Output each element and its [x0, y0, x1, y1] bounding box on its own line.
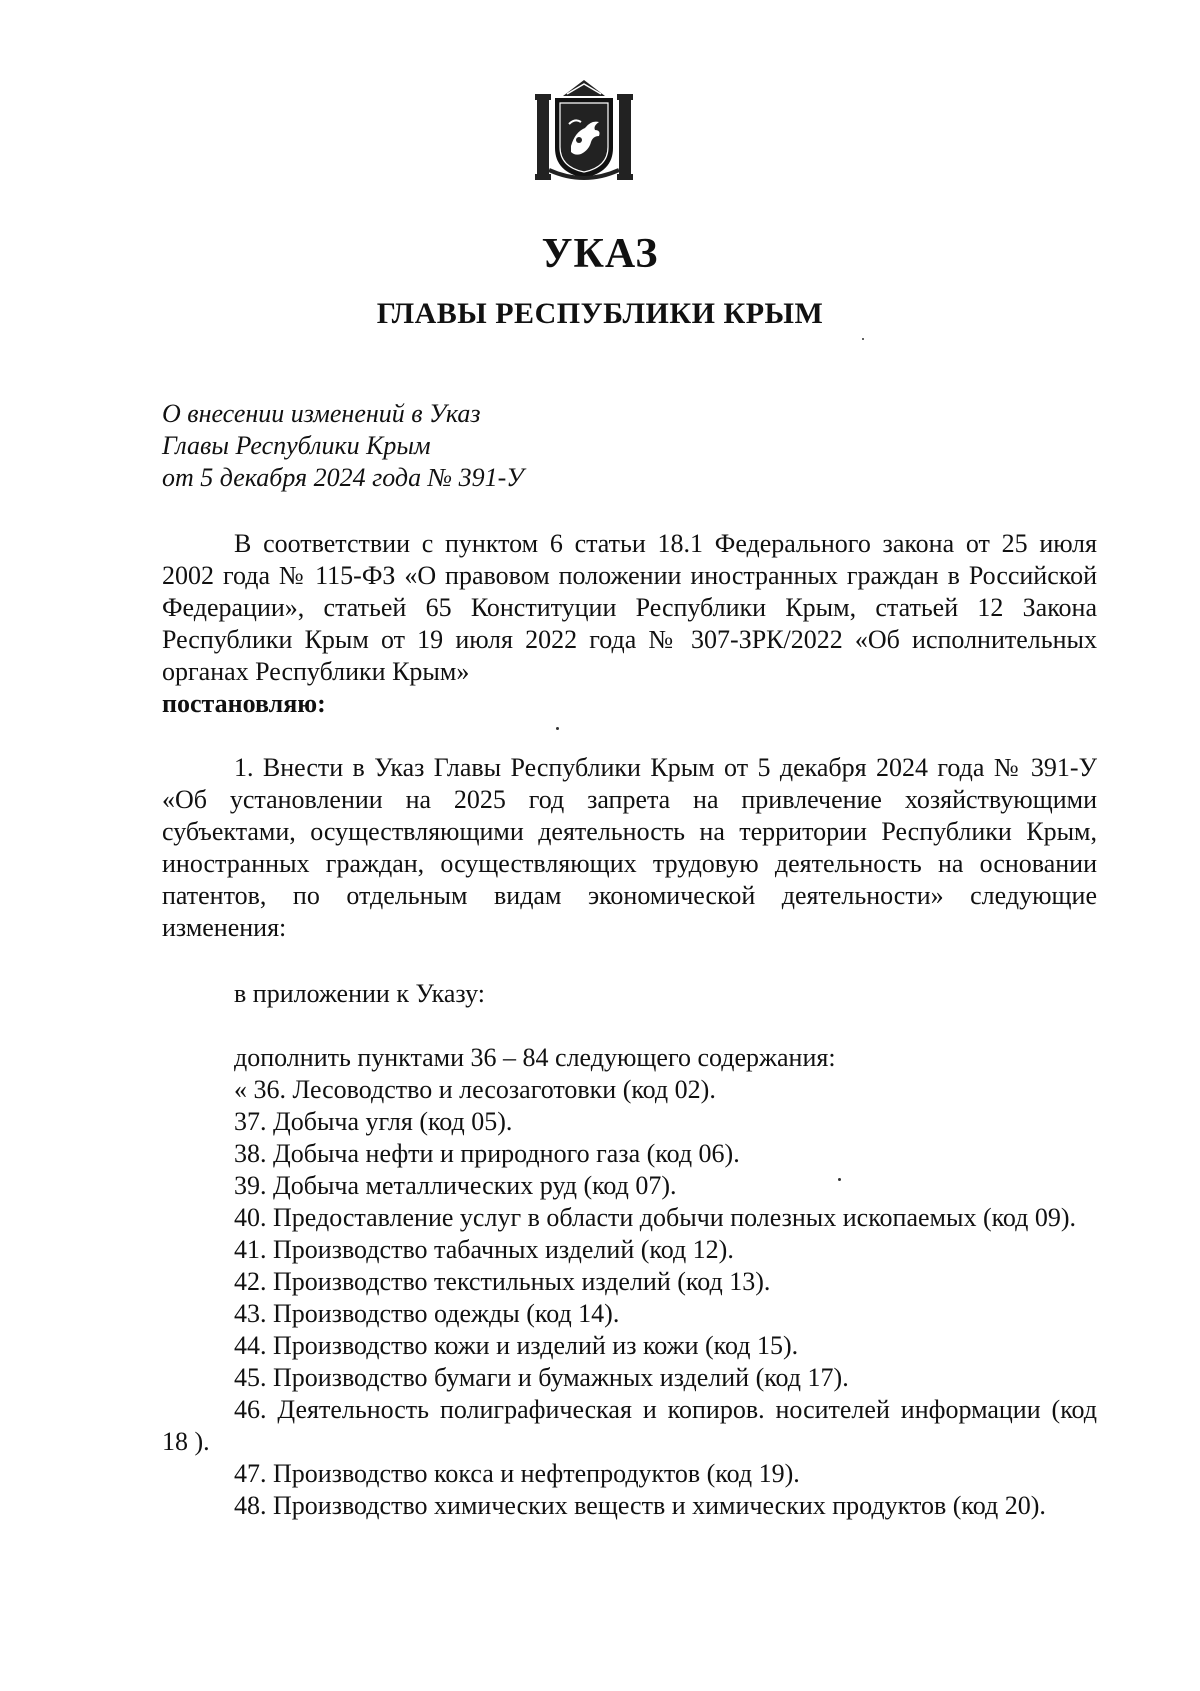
subject-line: от 5 декабря 2024 года № 391-У: [162, 463, 524, 492]
list-item: 39. Добыча металлических руд (код 07).: [234, 1171, 677, 1200]
subject-line: О внесении изменений в Указ: [162, 399, 481, 428]
list-item: 40. Предоставление услуг в области добычи полезных ископаемых (код 09).: [234, 1203, 1077, 1232]
list-item: 42. Производство текстильных изделий (код 13).: [234, 1267, 771, 1296]
crimea-coat-of-arms-icon: [533, 76, 635, 182]
list-item: 44. Производство кожи и изделий из кожи (код 15).: [234, 1331, 799, 1360]
list-item: 48. Производство химических веществ и химических продуктов (код 20).: [234, 1491, 1046, 1520]
preamble-text: В соответствии с пунктом 6 статьи 18.1 Федерального закона от 25 июля 2002 года № 115-ФЗ «О правовом положении иностранных граждан в Российской Федерации», статьей 65 Конституции Республики Крым, статьей 12 Закона Республики Крым от 19 июля 2022 года № 307-ЗРК/2022 «Об исполнительных органах Республики Крым»: [162, 529, 1097, 686]
list-item: 38. Добыча нефти и природного газа (код 06).: [234, 1139, 740, 1168]
clause-1: 1. Внести в Указ Главы Республики Крым от 5 декабря 2024 года № 391-У «Об установлении на 2025 год запрета на привлечение хозяйствующими субъектами, осуществляющими деятельность на территории Республики Крым, иностранных граждан, осуществляющих трудовую деятельность на основании патентов, по отдельным видам экономической деятельности» следующие изменения:: [162, 753, 1097, 942]
scan-speck: [556, 727, 559, 730]
annex-reference: в приложении к Указу:: [234, 979, 485, 1008]
resolve-word: постановляю:: [162, 689, 326, 718]
list-item: 41. Производство табачных изделий (код 12).: [234, 1235, 734, 1264]
document-subject: [162, 398, 524, 494]
list-item: 37. Добыча угля (код 05).: [234, 1107, 513, 1136]
list-item: « 36. Лесоводство и лесозаготовки (код 02).: [234, 1075, 716, 1104]
list-item: 47. Производство кокса и нефтепродуктов (код 19).: [234, 1459, 800, 1488]
scan-speck: [838, 1178, 841, 1181]
preamble-paragraph: [162, 528, 1097, 720]
list-item: 43. Производство одежды (код 14).: [234, 1299, 620, 1328]
amendment-list: [162, 1042, 1097, 1522]
subject-line: Главы Республики Крым: [162, 431, 431, 460]
scan-speck: [862, 338, 864, 340]
list-item: 45. Производство бумаги и бумажных изделий (код 17).: [234, 1363, 849, 1392]
amendment-intro: дополнить пунктами 36 – 84 следующего содержания:: [234, 1043, 836, 1072]
document-title: УКАЗ: [541, 231, 659, 277]
list-item: 46. Деятельность полиграфическая и копиров. носителей информации (код 18 ).: [162, 1395, 1097, 1456]
document-issuer: ГЛАВЫ РЕСПУБЛИКИ КРЫМ: [376, 297, 824, 330]
